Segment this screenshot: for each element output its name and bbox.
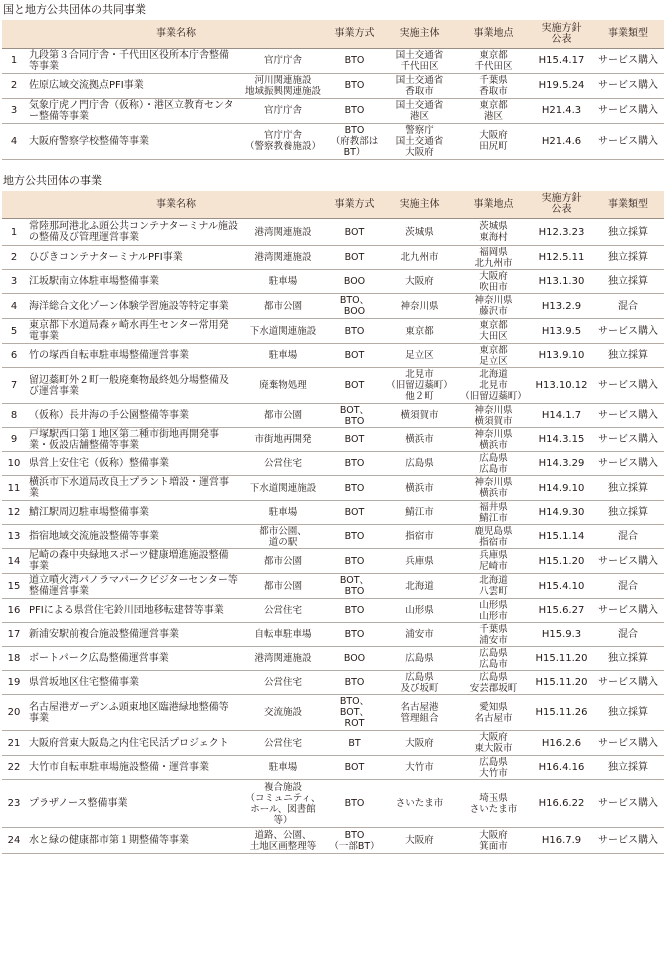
cell-method: BOT、 BTO bbox=[326, 404, 383, 428]
cell-no: 1 bbox=[2, 219, 26, 246]
cell-method: BTO bbox=[326, 98, 383, 123]
cell-announced: H16.6.22 bbox=[531, 780, 592, 828]
cell-name: ひびきコンテナターミナルPFI事業 bbox=[26, 246, 240, 270]
cell-location: 東京都 港区 bbox=[456, 98, 531, 123]
cell-organization: 国土交通省 港区 bbox=[383, 98, 456, 123]
cell-method: BTO bbox=[326, 623, 383, 647]
cell-location: 神奈川県 横浜市 bbox=[456, 476, 531, 501]
cell-no: 9 bbox=[2, 428, 26, 452]
cell-name: 江坂駅南立体駐車場整備事業 bbox=[26, 270, 240, 294]
table-row bbox=[2, 501, 664, 525]
cell-announced: H13.9.5 bbox=[531, 319, 592, 344]
col-header-type: 事業類型 bbox=[592, 20, 664, 48]
cell-location: 埼玉県 さいたま市 bbox=[456, 780, 531, 828]
cell-name: 海洋総合文化ゾーン体験学習施設等特定事業 bbox=[26, 294, 240, 319]
cell-name: 大阪府警察学校整備等事業 bbox=[26, 123, 240, 159]
cell-type: 独立採算 bbox=[592, 219, 664, 246]
cell-method: BTO bbox=[326, 48, 383, 73]
cell-method: BOT bbox=[326, 428, 383, 452]
cell-category: 都市公園 bbox=[240, 574, 326, 599]
col-header-no bbox=[2, 191, 26, 219]
cell-type: サービス購入 bbox=[592, 428, 664, 452]
cell-method: BTO （一部BT） bbox=[326, 828, 383, 854]
cell-type: 独立採算 bbox=[592, 344, 664, 368]
cell-name: 鯖江駅周辺駐車場整備事業 bbox=[26, 501, 240, 525]
cell-location: 東京都 大田区 bbox=[456, 319, 531, 344]
cell-method: BTO （府教部はBT） bbox=[326, 123, 383, 159]
cell-type: 独立採算 bbox=[592, 756, 664, 780]
cell-name: （仮称）長井海の手公園整備等事業 bbox=[26, 404, 240, 428]
cell-type: サービス購入 bbox=[592, 731, 664, 756]
cell-announced: H13.1.30 bbox=[531, 270, 592, 294]
cell-no: 16 bbox=[2, 599, 26, 623]
cell-category: 官庁庁舎 bbox=[240, 48, 326, 73]
table-row bbox=[2, 756, 664, 780]
cell-no: 17 bbox=[2, 623, 26, 647]
cell-category: 都市公園、 道の駅 bbox=[240, 525, 326, 549]
cell-no: 15 bbox=[2, 574, 26, 599]
cell-announced: H21.4.3 bbox=[531, 98, 592, 123]
table-row bbox=[2, 671, 664, 695]
cell-name: 留辺蘂町外２町一般廃棄物最終処分場整備及び運営事業 bbox=[26, 368, 240, 404]
cell-no: 19 bbox=[2, 671, 26, 695]
cell-no: 3 bbox=[2, 98, 26, 123]
cell-announced: H21.4.6 bbox=[531, 123, 592, 159]
cell-location: 山形県 山形市 bbox=[456, 599, 531, 623]
cell-organization: 広島県 及び坂町 bbox=[383, 671, 456, 695]
cell-type: 独立採算 bbox=[592, 476, 664, 501]
table-row bbox=[2, 344, 664, 368]
table-header-row bbox=[2, 20, 664, 48]
cell-location: 兵庫県 尼崎市 bbox=[456, 549, 531, 574]
cell-category: 港湾関連施設 bbox=[240, 246, 326, 270]
cell-announced: H19.5.24 bbox=[531, 73, 592, 98]
cell-category: 港湾関連施設 bbox=[240, 647, 326, 671]
cell-method: BT bbox=[326, 731, 383, 756]
cell-method: BOT bbox=[326, 368, 383, 404]
table-row bbox=[2, 48, 664, 73]
cell-no: 2 bbox=[2, 246, 26, 270]
cell-method: BOT bbox=[326, 246, 383, 270]
cell-location: 大阪府 東大阪市 bbox=[456, 731, 531, 756]
col-header-method: 事業方式 bbox=[326, 191, 383, 219]
cell-location: 茨城県 東海村 bbox=[456, 219, 531, 246]
table-row bbox=[2, 599, 664, 623]
cell-category: 官庁庁舎 bbox=[240, 98, 326, 123]
cell-category: 公営住宅 bbox=[240, 671, 326, 695]
cell-location: 鹿児島県 指宿市 bbox=[456, 525, 531, 549]
cell-method: BOT bbox=[326, 756, 383, 780]
cell-name: 佐原広域交流拠点PFI事業 bbox=[26, 73, 240, 98]
cell-method: BTO bbox=[326, 671, 383, 695]
cell-announced: H13.9.10 bbox=[531, 344, 592, 368]
cell-organization: 指宿市 bbox=[383, 525, 456, 549]
cell-organization: 大竹市 bbox=[383, 756, 456, 780]
cell-category: 公営住宅 bbox=[240, 452, 326, 476]
cell-type: 独立採算 bbox=[592, 246, 664, 270]
cell-announced: H13.2.9 bbox=[531, 294, 592, 319]
cell-no: 7 bbox=[2, 368, 26, 404]
table-row bbox=[2, 73, 664, 98]
cell-no: 3 bbox=[2, 270, 26, 294]
cell-method: BTO bbox=[326, 476, 383, 501]
cell-type: 独立採算 bbox=[592, 695, 664, 731]
cell-announced: H14.9.30 bbox=[531, 501, 592, 525]
cell-announced: H15.11.20 bbox=[531, 671, 592, 695]
cell-announced: H15.9.3 bbox=[531, 623, 592, 647]
cell-announced: H15.4.10 bbox=[531, 574, 592, 599]
cell-category: 廃棄物処理 bbox=[240, 368, 326, 404]
cell-method: BTO bbox=[326, 780, 383, 828]
cell-name: 常陸那珂港北ふ頭公共コンテナターミナル施設の整備及び管理運営事業 bbox=[26, 219, 240, 246]
cell-method: BOT bbox=[326, 344, 383, 368]
cell-organization: 国土交通省 香取市 bbox=[383, 73, 456, 98]
cell-organization: 東京都 bbox=[383, 319, 456, 344]
cell-organization: さいたま市 bbox=[383, 780, 456, 828]
cell-no: 5 bbox=[2, 319, 26, 344]
cell-type: サービス購入 bbox=[592, 671, 664, 695]
cell-location: 福井県 鯖江市 bbox=[456, 501, 531, 525]
table-row bbox=[2, 780, 664, 828]
cell-location: 東京都 足立区 bbox=[456, 344, 531, 368]
table-row bbox=[2, 623, 664, 647]
cell-method: BOO bbox=[326, 647, 383, 671]
cell-location: 大阪府 吹田市 bbox=[456, 270, 531, 294]
cell-method: BTO、 BOO bbox=[326, 294, 383, 319]
cell-name: 気象庁虎ノ門庁舎（仮称）・港区立教育センター整備等事業 bbox=[26, 98, 240, 123]
cell-method: BTO、 BOT、 ROT bbox=[326, 695, 383, 731]
cell-no: 20 bbox=[2, 695, 26, 731]
cell-name: 横浜市下水道局改良土プラント増設・運営事業 bbox=[26, 476, 240, 501]
cell-no: 13 bbox=[2, 525, 26, 549]
cell-location: 北海道 八雲町 bbox=[456, 574, 531, 599]
cell-category: 市街地再開発 bbox=[240, 428, 326, 452]
cell-type: サービス購入 bbox=[592, 48, 664, 73]
cell-name: 新浦安駅前複合施設整備運営事業 bbox=[26, 623, 240, 647]
cell-no: 2 bbox=[2, 73, 26, 98]
cell-name: 名古屋港ガーデンふ頭東地区臨港緑地整備等事業 bbox=[26, 695, 240, 731]
cell-method: BOT bbox=[326, 501, 383, 525]
table-row bbox=[2, 428, 664, 452]
col-header-announced: 実施方針 公表 bbox=[531, 20, 592, 48]
cell-method: BOT、 BTO bbox=[326, 574, 383, 599]
col-header-name: 事業名称 bbox=[26, 20, 326, 48]
cell-type: サービス購入 bbox=[592, 319, 664, 344]
cell-category: 駐車場 bbox=[240, 344, 326, 368]
cell-name: プラザノース整備事業 bbox=[26, 780, 240, 828]
cell-no: 8 bbox=[2, 404, 26, 428]
cell-type: サービス購入 bbox=[592, 780, 664, 828]
cell-name: PFIによる県営住宅鈴川団地移転建替等事業 bbox=[26, 599, 240, 623]
table-row bbox=[2, 368, 664, 404]
cell-location: 福岡県 北九州市 bbox=[456, 246, 531, 270]
cell-no: 11 bbox=[2, 476, 26, 501]
cell-type: 混合 bbox=[592, 525, 664, 549]
cell-location: 神奈川県 横浜市 bbox=[456, 428, 531, 452]
cell-location: 千葉県 浦安市 bbox=[456, 623, 531, 647]
cell-no: 23 bbox=[2, 780, 26, 828]
cell-organization: 大阪府 bbox=[383, 270, 456, 294]
cell-category: 官庁庁舎 （警察教養施設） bbox=[240, 123, 326, 159]
col-header-location: 事業地点 bbox=[456, 191, 531, 219]
cell-organization: 大阪府 bbox=[383, 828, 456, 854]
cell-category: 交流施設 bbox=[240, 695, 326, 731]
cell-method: BOT bbox=[326, 219, 383, 246]
cell-organization: 北九州市 bbox=[383, 246, 456, 270]
table-header-row bbox=[2, 191, 664, 219]
table-row bbox=[2, 731, 664, 756]
cell-name: 指宿地域交流施設整備等事業 bbox=[26, 525, 240, 549]
cell-location: 北海道 北見市 （旧留辺蘂町） bbox=[456, 368, 531, 404]
cell-name: 大竹市自転車駐車場施設整備・運営事業 bbox=[26, 756, 240, 780]
cell-category: 道路、公園、 土地区画整理等 bbox=[240, 828, 326, 854]
cell-category: 河川関連施設 地域振興関連施設 bbox=[240, 73, 326, 98]
cell-name: 九段第３合同庁舎・千代田区役所本庁舎整備等事業 bbox=[26, 48, 240, 73]
table-row bbox=[2, 123, 664, 159]
col-header-location: 事業地点 bbox=[456, 20, 531, 48]
cell-category: 駐車場 bbox=[240, 270, 326, 294]
col-header-no bbox=[2, 20, 26, 48]
cell-method: BTO bbox=[326, 549, 383, 574]
cell-no: 12 bbox=[2, 501, 26, 525]
col-header-type: 事業類型 bbox=[592, 191, 664, 219]
cell-announced: H12.5.11 bbox=[531, 246, 592, 270]
cell-type: サービス購入 bbox=[592, 599, 664, 623]
cell-type: サービス購入 bbox=[592, 73, 664, 98]
cell-organization: 兵庫県 bbox=[383, 549, 456, 574]
col-header-method: 事業方式 bbox=[326, 20, 383, 48]
cell-no: 4 bbox=[2, 123, 26, 159]
table-row bbox=[2, 98, 664, 123]
cell-location: 広島県 広島市 bbox=[456, 647, 531, 671]
cell-category: 下水道関連施設 bbox=[240, 319, 326, 344]
cell-organization: 山形県 bbox=[383, 599, 456, 623]
cell-no: 14 bbox=[2, 549, 26, 574]
cell-organization: 足立区 bbox=[383, 344, 456, 368]
cell-category: 都市公園 bbox=[240, 294, 326, 319]
cell-announced: H13.10.12 bbox=[531, 368, 592, 404]
cell-location: 広島県 安芸郡坂町 bbox=[456, 671, 531, 695]
table-row bbox=[2, 695, 664, 731]
table-row bbox=[2, 404, 664, 428]
cell-organization: 神奈川県 bbox=[383, 294, 456, 319]
table-row bbox=[2, 476, 664, 501]
cell-category: 都市公園 bbox=[240, 549, 326, 574]
col-header-announced: 実施方針 公表 bbox=[531, 191, 592, 219]
cell-announced: H15.1.20 bbox=[531, 549, 592, 574]
cell-name: 県営上安住宅（仮称）整備事業 bbox=[26, 452, 240, 476]
table-row bbox=[2, 574, 664, 599]
cell-method: BTO bbox=[326, 452, 383, 476]
cell-name: 水と緑の健康都市第１期整備等事業 bbox=[26, 828, 240, 854]
table-row bbox=[2, 294, 664, 319]
cell-organization: 鯖江市 bbox=[383, 501, 456, 525]
cell-announced: H14.3.15 bbox=[531, 428, 592, 452]
cell-announced: H16.7.9 bbox=[531, 828, 592, 854]
table-row bbox=[2, 270, 664, 294]
cell-type: サービス購入 bbox=[592, 549, 664, 574]
cell-method: BTO bbox=[326, 599, 383, 623]
cell-name: 大阪府営東大阪島之内住宅民活プロジェクト bbox=[26, 731, 240, 756]
cell-name: 県営坂地区住宅整備事業 bbox=[26, 671, 240, 695]
cell-no: 22 bbox=[2, 756, 26, 780]
col-header-name: 事業名称 bbox=[26, 191, 326, 219]
cell-category: 下水道関連施設 bbox=[240, 476, 326, 501]
cell-no: 24 bbox=[2, 828, 26, 854]
cell-no: 10 bbox=[2, 452, 26, 476]
cell-name: ボートパーク広島整備運営事業 bbox=[26, 647, 240, 671]
national-projects-table bbox=[2, 20, 664, 160]
cell-location: 千葉県 香取市 bbox=[456, 73, 531, 98]
table-row bbox=[2, 319, 664, 344]
local-projects-table bbox=[2, 191, 664, 855]
table-row bbox=[2, 828, 664, 854]
table-row bbox=[2, 246, 664, 270]
cell-type: 混合 bbox=[592, 574, 664, 599]
cell-name: 尼崎の森中央緑地スポーツ健康増進施設整備事業 bbox=[26, 549, 240, 574]
cell-organization: 横浜市 bbox=[383, 428, 456, 452]
cell-announced: H15.4.17 bbox=[531, 48, 592, 73]
cell-category: 公営住宅 bbox=[240, 731, 326, 756]
cell-type: 混合 bbox=[592, 623, 664, 647]
cell-announced: H14.1.7 bbox=[531, 404, 592, 428]
cell-location: 広島県 広島市 bbox=[456, 452, 531, 476]
cell-method: BTO bbox=[326, 319, 383, 344]
cell-name: 東京都下水道局森ヶ崎水再生センター常用発電事業 bbox=[26, 319, 240, 344]
cell-location: 神奈川県 横須賀市 bbox=[456, 404, 531, 428]
cell-type: サービス購入 bbox=[592, 452, 664, 476]
cell-announced: H16.2.6 bbox=[531, 731, 592, 756]
cell-category: 自転車駐車場 bbox=[240, 623, 326, 647]
table-row bbox=[2, 647, 664, 671]
cell-category: 港湾関連施設 bbox=[240, 219, 326, 246]
cell-category: 公営住宅 bbox=[240, 599, 326, 623]
cell-name: 道立噴火湾パノラマパークビジターセンター等整備運営事業 bbox=[26, 574, 240, 599]
cell-organization: 茨城県 bbox=[383, 219, 456, 246]
table-row bbox=[2, 452, 664, 476]
cell-method: BTO bbox=[326, 73, 383, 98]
cell-type: 独立採算 bbox=[592, 647, 664, 671]
cell-no: 18 bbox=[2, 647, 26, 671]
cell-method: BOO bbox=[326, 270, 383, 294]
cell-location: 東京都 千代田区 bbox=[456, 48, 531, 73]
cell-category: 複合施設 （コミュニティ、 ホール、図書館 等） bbox=[240, 780, 326, 828]
cell-organization: 広島県 bbox=[383, 647, 456, 671]
cell-method: BTO bbox=[326, 525, 383, 549]
cell-name: 戸塚駅西口第１地区第二種市街地再開発事業・仮設店舗整備等事業 bbox=[26, 428, 240, 452]
cell-category: 都市公園 bbox=[240, 404, 326, 428]
cell-category: 駐車場 bbox=[240, 756, 326, 780]
cell-no: 21 bbox=[2, 731, 26, 756]
cell-organization: 大阪府 bbox=[383, 731, 456, 756]
col-header-organization: 実施主体 bbox=[383, 191, 456, 219]
cell-announced: H15.1.14 bbox=[531, 525, 592, 549]
cell-location: 大阪府 田尻町 bbox=[456, 123, 531, 159]
cell-announced: H15.11.20 bbox=[531, 647, 592, 671]
cell-announced: H15.6.27 bbox=[531, 599, 592, 623]
cell-type: サービス購入 bbox=[592, 828, 664, 854]
cell-no: 4 bbox=[2, 294, 26, 319]
cell-organization: 警察庁 国土交通省 大阪府 bbox=[383, 123, 456, 159]
cell-name: 竹の塚西自転車駐車場整備運営事業 bbox=[26, 344, 240, 368]
cell-type: 混合 bbox=[592, 294, 664, 319]
table-row bbox=[2, 549, 664, 574]
cell-location: 神奈川県 藤沢市 bbox=[456, 294, 531, 319]
cell-location: 大阪府 箕面市 bbox=[456, 828, 531, 854]
cell-location: 広島県 大竹市 bbox=[456, 756, 531, 780]
cell-type: サービス購入 bbox=[592, 123, 664, 159]
cell-organization: 名古屋港 管理組合 bbox=[383, 695, 456, 731]
cell-no: 6 bbox=[2, 344, 26, 368]
cell-type: サービス購入 bbox=[592, 98, 664, 123]
cell-announced: H14.3.29 bbox=[531, 452, 592, 476]
table-row bbox=[2, 525, 664, 549]
cell-type: サービス購入 bbox=[592, 368, 664, 404]
cell-organization: 広島県 bbox=[383, 452, 456, 476]
cell-organization: 浦安市 bbox=[383, 623, 456, 647]
cell-organization: 国土交通省 千代田区 bbox=[383, 48, 456, 73]
cell-organization: 北見市 （旧留辺蘂町） 他２町 bbox=[383, 368, 456, 404]
page bbox=[0, 3, 666, 854]
section-title-national: 国と地方公共団体の共同事業 bbox=[3, 3, 146, 16]
cell-announced: H15.11.26 bbox=[531, 695, 592, 731]
cell-announced: H14.9.10 bbox=[531, 476, 592, 501]
cell-organization: 北海道 bbox=[383, 574, 456, 599]
col-header-organization: 実施主体 bbox=[383, 20, 456, 48]
cell-category: 駐車場 bbox=[240, 501, 326, 525]
cell-type: サービス購入 bbox=[592, 404, 664, 428]
cell-organization: 横須賀市 bbox=[383, 404, 456, 428]
cell-location: 愛知県 名古屋市 bbox=[456, 695, 531, 731]
section-title-local: 地方公共団体の事業 bbox=[3, 173, 102, 187]
cell-announced: H12.3.23 bbox=[531, 219, 592, 246]
cell-announced: H16.4.16 bbox=[531, 756, 592, 780]
cell-type: 独立採算 bbox=[592, 270, 664, 294]
cell-type: 独立採算 bbox=[592, 501, 664, 525]
table-row bbox=[2, 219, 664, 246]
cell-no: 1 bbox=[2, 48, 26, 73]
cell-organization: 横浜市 bbox=[383, 476, 456, 501]
